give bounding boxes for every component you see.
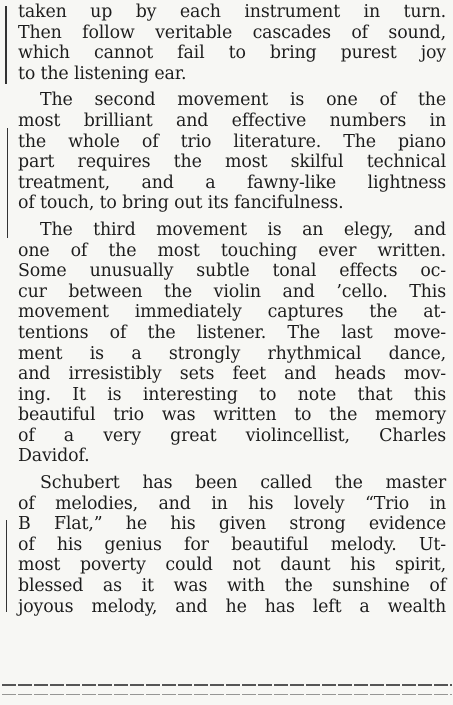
text-line: most brilliant and effective numbers in [18,110,446,131]
text-line: cur between the violin and ’cello. This [18,281,446,302]
text-line: one of the most touching ever written. [18,240,446,261]
text-line: treatment, and a fawny-like lightness [18,172,446,193]
paragraph-1 [18,2,446,84]
text-line: blessed as it was with the sunshine of [18,576,446,597]
column-bottom-rule [2,684,452,686]
text-line: B Flat,” he his given strong evidence [18,514,446,535]
paragraph-4 [18,473,446,617]
text-line: movement immediately captures the at- [18,302,446,323]
text-line: which cannot fail to bring purest joy [18,43,446,64]
text-line: the whole of trio literature. The piano [18,131,446,152]
text-line: and irresistibly sets feet and heads mov- [18,364,446,385]
text-line: Davidof. [18,446,90,467]
paragraph-2 [18,90,446,214]
text-line: Some unusually subtle tonal effects oc- [18,261,446,282]
text-line: The second movement is one of the [40,90,446,111]
text-line: most poverty could not daunt his spirit, [18,555,446,576]
text-line: The third movement is an elegy, and [40,219,446,240]
column-edge-mark-mid [7,128,8,238]
text-line: part requires the most skilful technical [18,152,446,173]
text-line: Then follow veritable cascades of sound, [18,22,446,43]
text-line: of his genius for beautiful melody. Ut- [18,534,446,555]
text-line: ing. It is interesting to note that this [18,384,446,405]
column-edge-mark-lower [6,520,7,612]
text-line: of touch, to bring out its fancifulness. [18,193,344,214]
text-line: to the listening ear. [18,63,187,84]
text-line: of melodies, and in his lovely “Trio in [18,493,446,514]
column-edge-mark-top [5,6,7,84]
text-line: Schubert has been called the master [40,473,446,494]
column-bottom-rule-2 [2,694,452,695]
text-line: ment is a strongly rhythmical dance, [18,343,446,364]
text-line: taken up by each instrument in turn. [18,2,446,22]
text-line: joyous melody, and he has left a wealth [18,596,446,617]
text-line: of a very great violincellist, Charles [18,425,446,446]
article-column [18,2,446,617]
text-line: beautiful trio was written to the memory [18,405,446,426]
text-line: tentions of the listener. The last move- [18,322,446,343]
paragraph-3 [18,220,446,467]
